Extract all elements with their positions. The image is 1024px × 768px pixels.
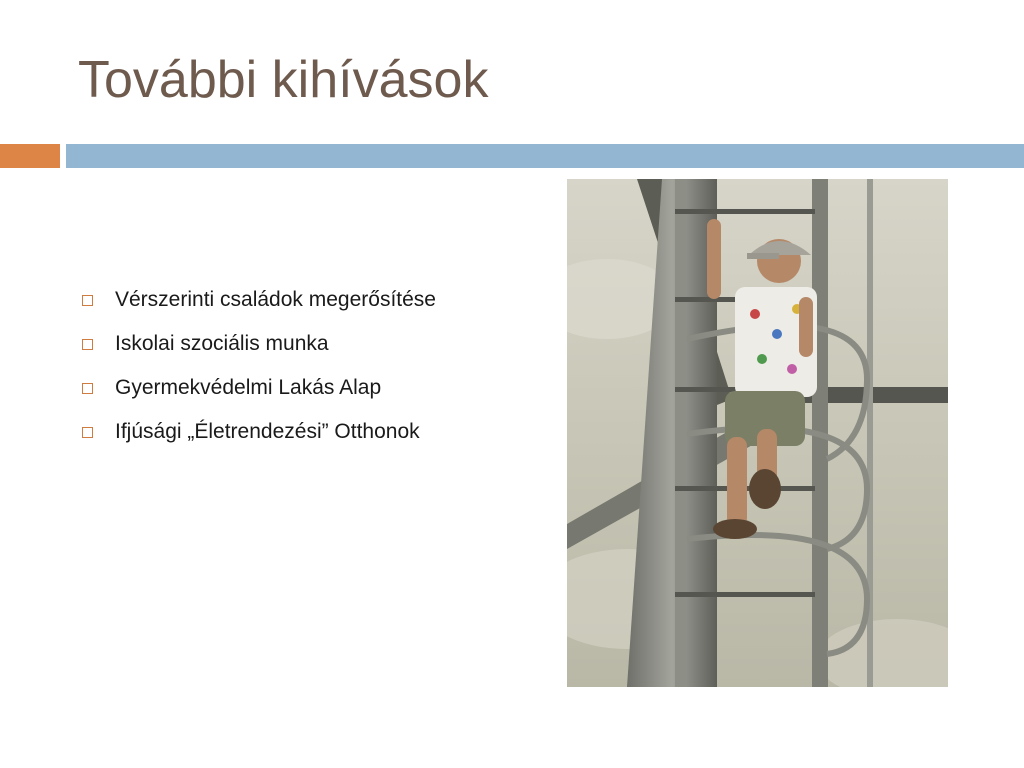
accent-bar-blue: [66, 144, 1024, 168]
bullet-list: [82, 278, 436, 454]
list-item: [82, 410, 436, 454]
square-bullet-icon: [82, 339, 93, 350]
list-item: [82, 366, 436, 410]
list-item: [82, 322, 436, 366]
list-item-text: Ifjúsági „Életrendezési” Otthonok: [115, 420, 420, 443]
list-item: [82, 278, 436, 322]
list-item-text: Gyermekvédelmi Lakás Alap: [115, 376, 382, 399]
square-bullet-icon: [82, 295, 93, 306]
list-item-text: Vérszerinti családok megerősítése: [115, 288, 436, 311]
list-item-text: Iskolai szociális munka: [115, 332, 329, 355]
accent-bar-orange: [0, 144, 60, 168]
square-bullet-icon: [82, 383, 93, 394]
slide-title: További kihívások: [78, 51, 489, 109]
photo-child-on-ladder: [567, 179, 948, 687]
square-bullet-icon: [82, 427, 93, 438]
